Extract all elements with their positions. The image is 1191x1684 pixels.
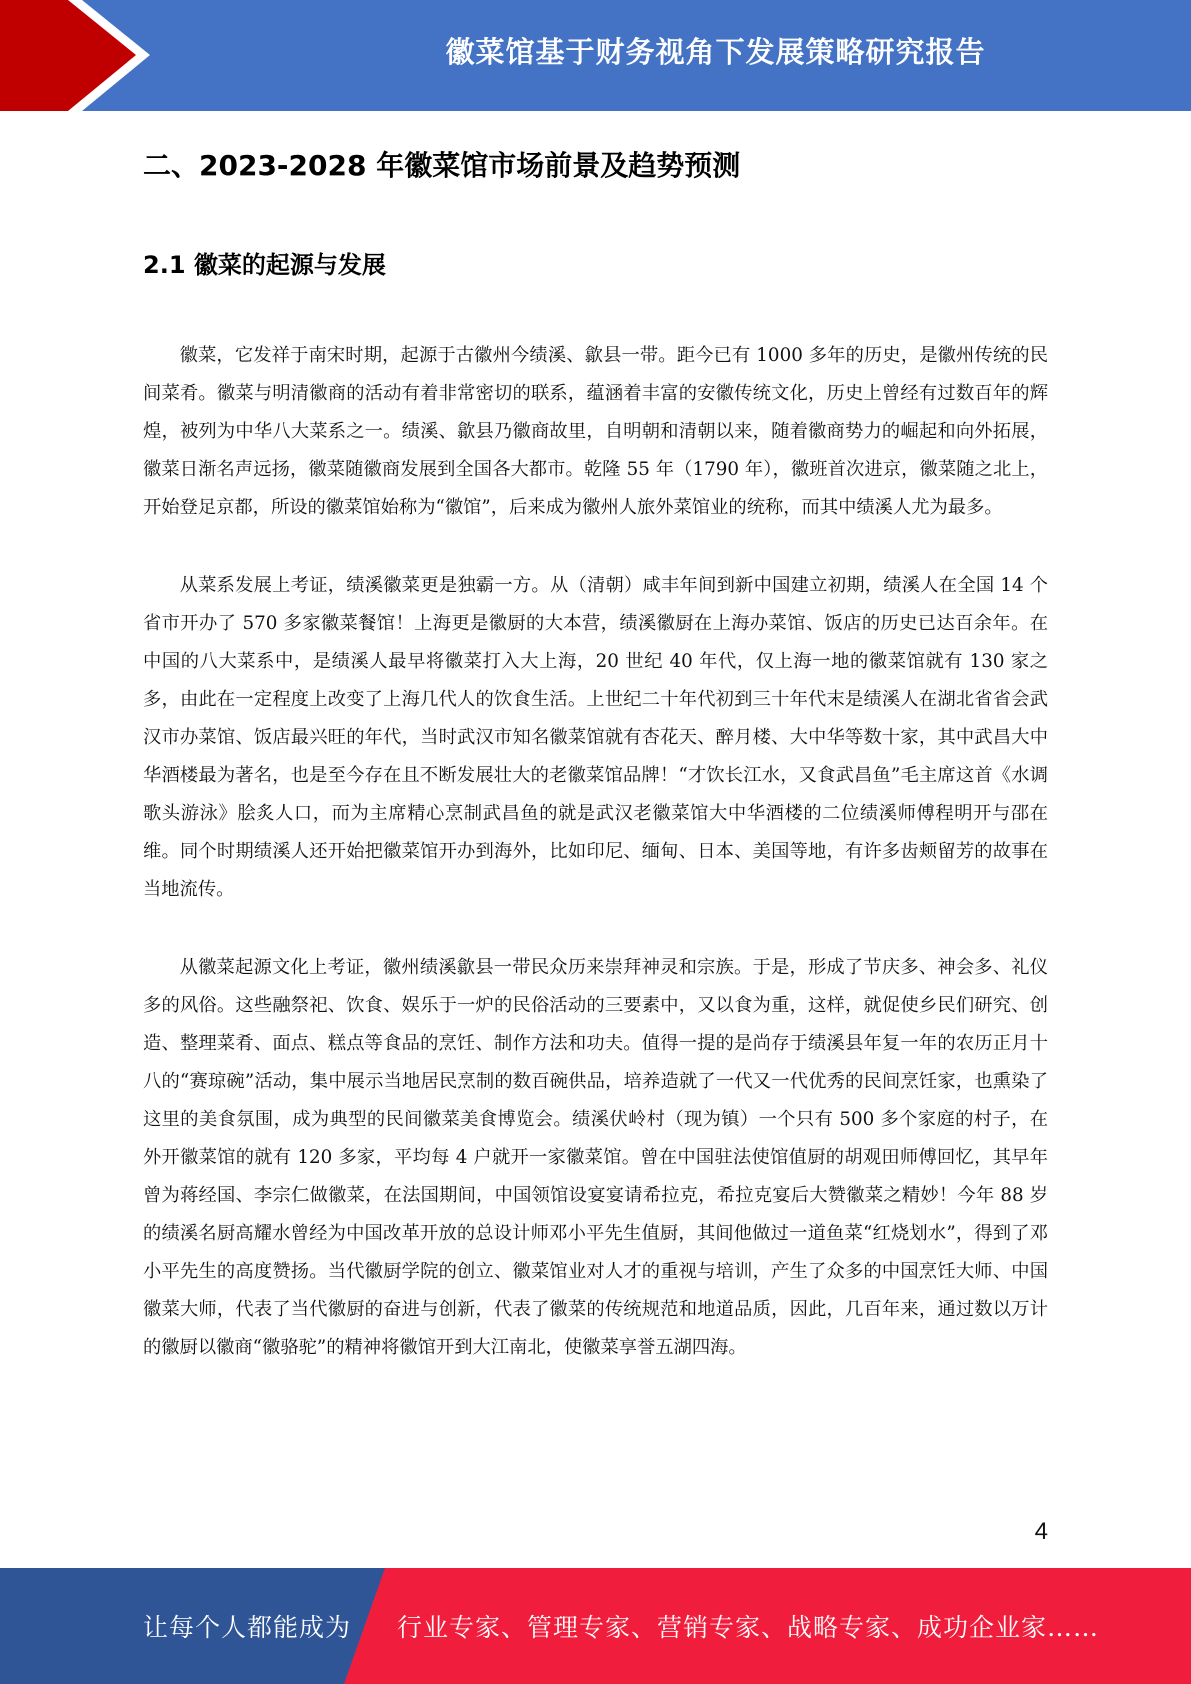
report-title: 徽菜馆基于财务视角下发展策略研究报告 xyxy=(445,35,986,69)
page-header xyxy=(0,0,1191,111)
header-red-chevron xyxy=(0,0,136,111)
footer-slogan-right: 行业专家、管理专家、营销专家、战略专家、成功企业家…… xyxy=(397,1613,1100,1642)
paragraph-2: 从菜系发展上考证，绩溪徽菜更是独霸一方。从（清朝）咸丰年间到新中国建立初期，绩溪人在全国 14 个省市开办了 570 多家徽菜餐馆！上海更是徽厨的大本营，绩溪徽厨在上海办菜馆、饭店的历史已达百余年。在中国的八大菜系中，是绩溪人最早将徽菜打入大上海，20 世纪 40 年代，仅上海一地的徽菜馆就有 130 家之多，由此在一定程度上改变了上海几代人的饮食生活。上世纪二十年代初到三十年代末是绩溪人在湖北省省会武汉市办菜馆、饭店最兴旺的年代，当时武汉市知名徽菜馆就有杏花天、醉月楼、大中华等数十家，其中武昌大中华酒楼最为著名，也是至今存在且不断发展壮大的老徽菜馆品牌！“才饮长江水，又食武昌鱼”毛主席这首《水调歌头游泳》脍炙人口，而为主席精心烹制武昌鱼的就是武汉老徽菜馆大中华酒楼的二位绩溪师傅程明开与邵在维。同个时期绩溪人还开始把徽菜馆开办到海外，比如印尼、缅甸、日本、美国等地，有许多齿颊留芳的故事在当地流传。 xyxy=(143,575,1048,900)
footer-slogan-left: 让每个人都能成为 xyxy=(143,1613,352,1642)
paragraph-1: 徽菜，它发祥于南宋时期，起源于古徽州今绩溪、歙县一带。距今已有 1000 多年的历史，是徽州传统的民间菜肴。徽菜与明清徽商的活动有着非常密切的联系，蕴涵着丰富的安徽传统文化，历史上曾经有过数百年的辉煌，被列为中华八大菜系之一。绩溪、歙县乃徽商故里，自明朝和清朝以来，随着徽商势力的崛起和向外拓展，徽菜日渐名声远扬，徽菜随徽商发展到全国各大都市。乾隆 55 年（1790 年），徽班首次进京，徽菜随之北上，开始登足京都，所设的徽菜馆始称为“徽馆”，后来成为徽州人旅外菜馆业的统称，而其中绩溪人尤为最多。 xyxy=(143,345,1048,518)
section-heading: 二、2023-2028 年徽菜馆市场前景及趋势预测 xyxy=(143,149,741,182)
paragraph-3: 从徽菜起源文化上考证，徽州绩溪歙县一带民众历来崇拜神灵和宗族。于是，形成了节庆多、神会多、礼仪多的风俗。这些融祭祀、饮食、娱乐于一炉的民俗活动的三要素中，又以食为重，这样，就促使乡民们研究、创造、整理菜肴、面点、糕点等食品的烹饪、制作方法和功夫。值得一提的是尚存于绩溪县年复一年的农历正月十八的“赛琼碗”活动，集中展示当地居民烹制的数百碗供品，培养造就了一代又一代优秀的民间烹饪家，也熏染了这里的美食氛围，成为典型的民间徽菜美食博览会。绩溪伏岭村（现为镇）一个只有 500 多个家庭的村子，在外开徽菜馆的就有 120 多家，平均每 4 户就开一家徽菜馆。曾在中国驻法使馆值厨的胡观田师傅回忆，其早年曾为蒋经国、李宗仁做徽菜，在法国期间，中国领馆设宴宴请希拉克，希拉克宴后大赞徽菜之精妙！今年 88 岁的绩溪名厨高耀水曾经为中国改革开放的总设计师邓小平先生值厨，其间他做过一道鱼菜“红烧划水”，得到了邓小平先生的高度赞扬。当代徽厨学院的创立、徽菜馆业对人才的重视与培训，产生了众多的中国烹饪大师、中国徽菜大师，代表了当代徽厨的奋进与创新，代表了徽菜的传统规范和地道品质，因此，几百年来，通过数以万计的徽厨以徽商“徽骆驼”的精神将徽馆开到大江南北，使徽菜享誉五湖四海。 xyxy=(143,957,1048,1358)
document-body xyxy=(143,135,1048,1367)
page-footer xyxy=(0,1568,1191,1684)
page-number: 4 xyxy=(1034,1518,1048,1545)
subsection-heading: 2.1 徽菜的起源与发展 xyxy=(143,251,386,279)
